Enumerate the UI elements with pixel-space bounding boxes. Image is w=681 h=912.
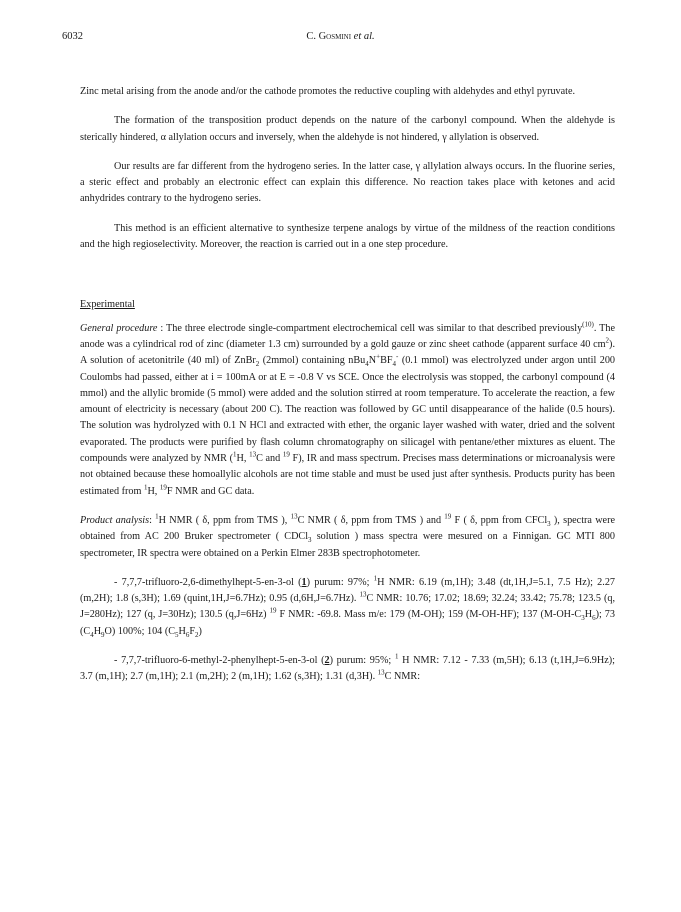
reference-marker: (10) [582, 320, 594, 329]
compound-number: 2 [324, 655, 330, 667]
running-header-authors [0, 31, 681, 42]
section-heading-experimental: Experimental [80, 299, 135, 311]
intro-paragraph-3: Our results are far different from the hydrogeno series. In the latter case, γ allylation always occurs. In the fluorine series, a steric effect and probably an electronic effect can explain this difference. No reaction takes place with ketones and acid anhydrides contrary to the hydrogeno series. [80, 160, 615, 205]
general-procedure-lead: General procedure [80, 322, 158, 334]
compound-2-data: - 7,7,7-trifluoro-6-methyl-2-phenylhept-5-en-3-ol (2) purum: 95%; $^1$ H NMR: 7.12 - 7.33 (m,5H); 6.13 (t,1H,J=6.9Hz); 3.7 (m,1H); 2.7 (m,1H); 2.1 (m,2H); 2 (m,1H); 1.62 (s,3H); 1.31 (d,3H). $^{13}$C NMR: [80, 652, 615, 683]
article-body [80, 84, 615, 686]
page-number: 6032 [62, 31, 83, 42]
product-analysis-paragraph: Product analysis: $^1$H NMR ( δ, ppm from TMS ), $^{13}$C NMR ( δ, ppm from TMS ) and $^{19}$ F ( δ, ppm from CFCl$_3$ ), spectra were obtained from AC 200 Bruker spectrometer ( CDCl$_3$ solution ) mass spectra were mesured on a Finnigan. GC MTI 800 spectrometer, IR spectra were obtained on a Perkin Elmer 283B spectrophotometer. [80, 512, 615, 559]
product-analysis-lead: Product analysis [80, 514, 150, 526]
intro-paragraph-4: This method is an efficient alternative to synthesize terpene analogs by virtue of the mildness of the reaction conditions and the high regioselectivity. Moreover, the reaction is carried out in a one step procedure. [80, 222, 615, 251]
compound-number: 1 [301, 576, 307, 588]
general-procedure-paragraph: General procedure : The three electrode single-compartment electrochemical cell was similar to that described previously$^{(10)}$. The anode was a cylindrical rod of zinc (diameter 1.3 cm) surrounded by a gold gauze or zinc sheet cathode (apparent surface 40 $cm^2$). A solution of acetonitrile (40 ml) of ZnBr$_2$ (2mmol) containing $nBu_4N^+BF_4^-$ (0.1 mmol) was electrolyzed under argon until 200 Coulombs had passed, either at i = 100mA or at E = -0.8 V vs SCE. Once the electrolysis was stopped, the carbonyl compound (4 mmol) and the allylic bromide (5 mmol) were added and the solution stirred at room temperature. To accelerate the reaction, a few amount of electricity is necessary (about 200 C). The reaction was followed by GC until disappearance of the halide (0.5 hours). The solution was hydrolyzed with 0.1 N HCl and extracted with ether, the organic layer washed with water, dried and the solvent evaporated. The products were purified by flash column chromatography on silicagel with pentane/ether mixtures as eluent. The compounds were analyzed by NMR ($^1$H, $^{13}$C and $^{19}$ F), IR and mass spectrum. Precises mass determinations or microanalysis were not obtained because these homoallylic alcohols are not time stable and must be used just after synthesis. Products purity has been estimated from $^1$H, $^{19}$F NMR and GC data. [80, 320, 616, 497]
author-name: C. Gosmini [306, 31, 352, 42]
compound-1-data: - 7,7,7-trifluoro-2,6-dimethylhept-5-en-3-ol (1) purum: 97%; $^1$H NMR: 6.19 (m,1H); 3.48 (dt,1H,J=5.1, 7.5 Hz); 2.27 (m,2H); 1.8 (s,3H); 1.69 (quint,1H,J=6.7Hz); 0.95 (d,6H,J=6.7Hz). $^{13}$C NMR: 10.76; 17.02; 18.69; 32.24; 33.42; 75.78; 123.5 (q, J=280Hz); 127 (q, J=30Hz); 130.5 (q,J=6Hz) $^{19}$ F NMR: -69.8. Mass m/e: 179 (M-OH); 159 (M-OH-HF); 137 $(M-OH-C_3H_6)$; 73 $(C_4H_9O)$ 100%; 104 $(C_5H_6F_2)$ [80, 574, 616, 639]
et-al: et al. [351, 31, 375, 42]
intro-paragraph-2: The formation of the transposition product depends on the nature of the carbonyl compound. When the aldehyde is sterically hindered, α allylation occurs and inversely, when the aldehyde is not hindered, γ allylation is observed. [80, 115, 615, 143]
intro-paragraph-1: Zinc metal arising from the anode and/or the cathode promotes the reductive coupling with aldehydes and ethyl pyruvate. [80, 86, 576, 97]
